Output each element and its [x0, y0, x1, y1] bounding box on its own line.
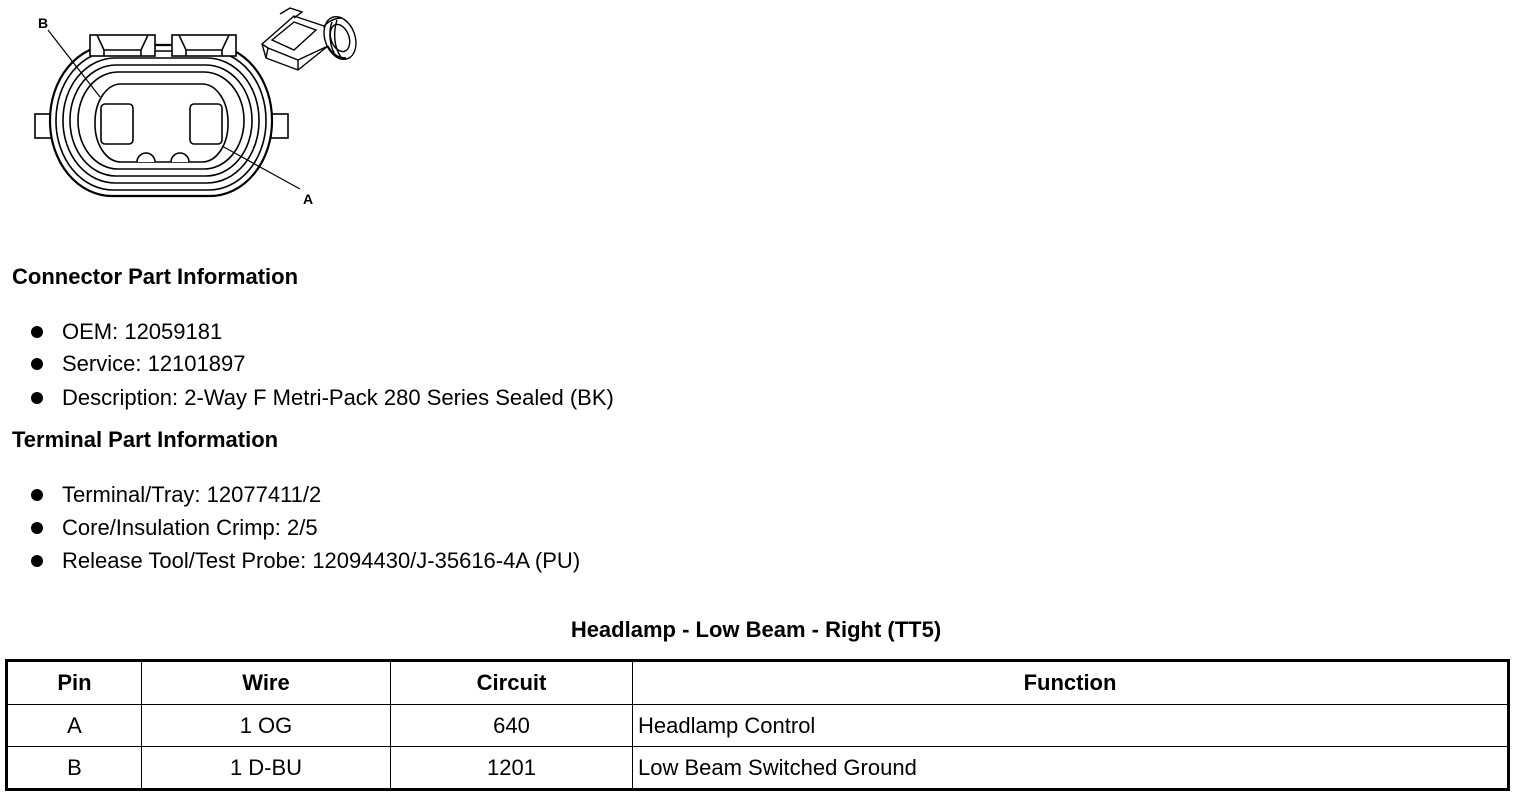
- circuit-cell: 640: [391, 705, 633, 747]
- bullet-dot-icon: [31, 392, 43, 404]
- connector-part-information-heading: Connector Part Information: [12, 264, 299, 289]
- core-insulation-crimp: Core/Insulation Crimp: 2/5: [62, 515, 318, 540]
- terminal-part-information-heading: Terminal Part Information: [12, 427, 279, 452]
- locking-tab-right: [172, 35, 236, 56]
- column-header-wire: Wire: [142, 661, 391, 705]
- column-header-pin: Pin: [7, 661, 142, 705]
- function-cell: Headlamp Control: [633, 705, 1509, 747]
- bullet-dot-icon: [31, 358, 43, 370]
- list-item: [0, 385, 900, 411]
- pin-cell: B: [7, 747, 142, 790]
- circuit-cell: 1201: [391, 747, 633, 790]
- column-header-function: Function: [633, 661, 1509, 705]
- table-row: [7, 747, 1509, 790]
- column-header-circuit: Circuit: [391, 661, 633, 705]
- side-tab-right: [271, 114, 288, 138]
- bullet-dot-icon: [31, 522, 43, 534]
- pin-a-label: A: [303, 191, 314, 207]
- connector-face-diagram: [0, 0, 380, 215]
- pinout-table: [5, 659, 1510, 791]
- pin-b-cavity: [101, 104, 133, 144]
- list-item: [0, 548, 900, 574]
- bullet-dot-icon: [31, 489, 43, 501]
- bullet-dot-icon: [31, 555, 43, 567]
- wire-cell: 1 D-BU: [142, 747, 391, 790]
- locking-tab-left: [90, 35, 155, 56]
- service-part-number: Service: 12101897: [62, 351, 246, 376]
- pin-a-cavity: [190, 104, 222, 144]
- list-item: [0, 351, 900, 377]
- list-item: [0, 482, 900, 508]
- table-header-row: [7, 661, 1509, 705]
- bullet-dot-icon: [31, 326, 43, 338]
- function-cell: Low Beam Switched Ground: [633, 747, 1509, 790]
- pin-cell: A: [7, 705, 142, 747]
- table-row: [7, 705, 1509, 747]
- list-item: [0, 515, 900, 541]
- terminal-tray: Terminal/Tray: 12077411/2: [62, 482, 322, 507]
- pin-b-label: B: [38, 15, 49, 31]
- wire-cell: 1 OG: [142, 705, 391, 747]
- connector-description: Description: 2-Way F Metri-Pack 280 Series Sealed (BK): [62, 385, 614, 410]
- release-tool-test-probe: Release Tool/Test Probe: 12094430/J-35616-4A (PU): [62, 548, 581, 573]
- oem-part-number: OEM: 12059181: [62, 319, 223, 344]
- pinout-table-title: Headlamp - Low Beam - Right (TT5): [570, 617, 942, 642]
- list-item: [0, 319, 900, 345]
- connector-isometric-illustration: [262, 8, 362, 70]
